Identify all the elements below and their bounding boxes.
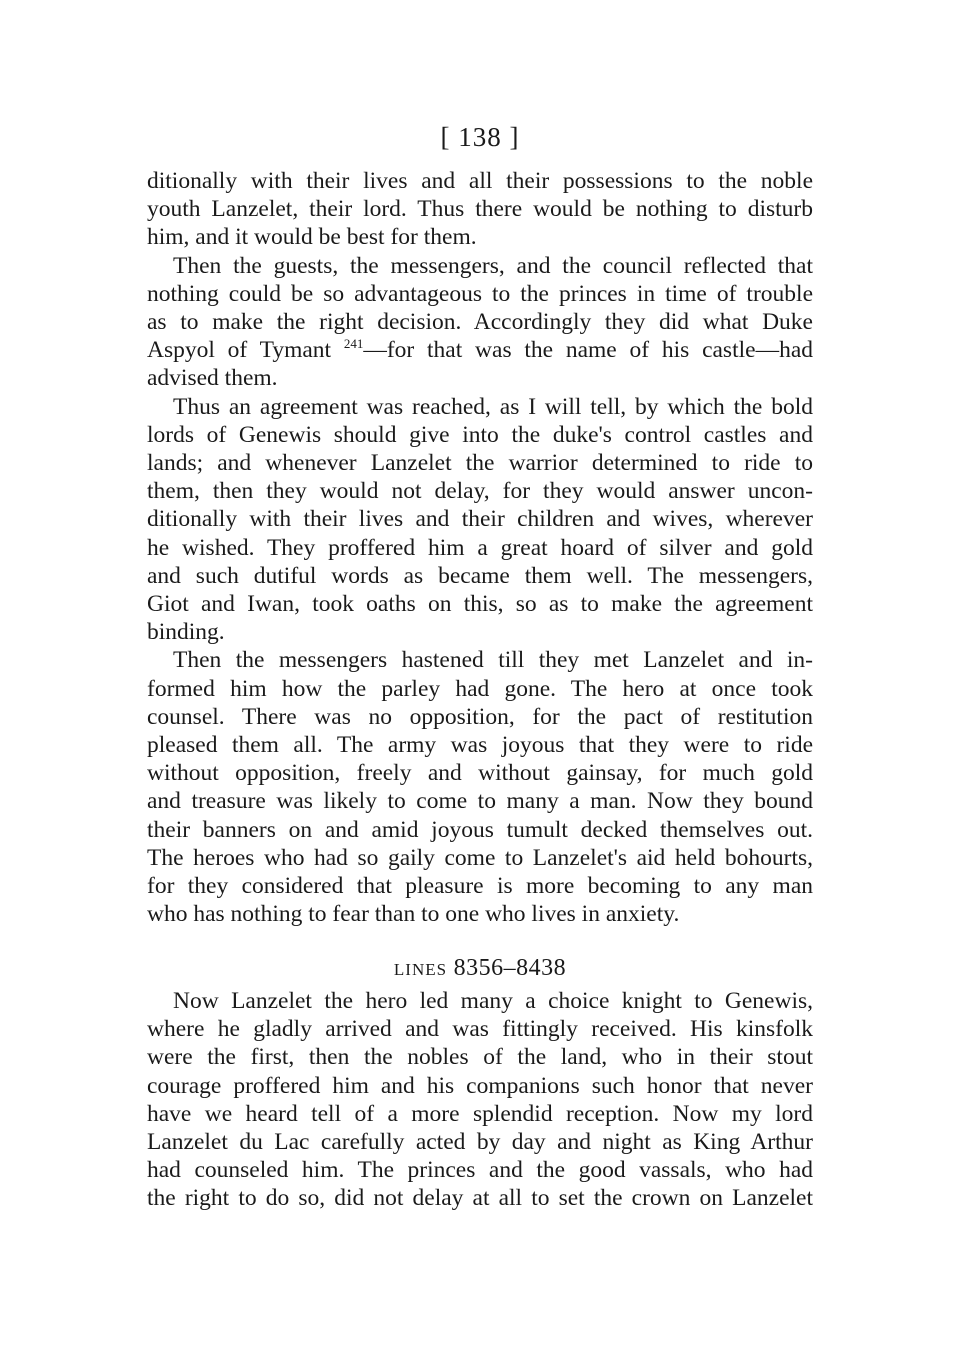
text-line: where he gladly arrived and was fittingly received. His kinsfolk bbox=[147, 1016, 813, 1043]
text-line: lands; and whenever Lanzelet the warrior determined to ride to bbox=[147, 450, 813, 477]
text-line: without opposition, freely and without gainsay, for much gold bbox=[147, 760, 813, 787]
text-line-with-footnote bbox=[147, 336, 813, 364]
text-line: formed him how the parley had gone. The hero at once took bbox=[147, 675, 813, 702]
text-line: Then the guests, the messengers, and the council reflected that bbox=[173, 252, 813, 279]
text-line: counsel. There was no opposition, for the pact of restitution bbox=[147, 703, 813, 730]
text-line: and treasure was likely to come to many a man. Now they bound bbox=[147, 788, 813, 815]
text-line: Thus an agreement was reached, as I will tell, by which the bold bbox=[173, 393, 813, 420]
text-line: ditionally with their lives and all their possessions to the noble bbox=[147, 168, 813, 194]
text-line: Now Lanzelet the hero led many a choice knight to Genewis, bbox=[173, 988, 813, 1014]
text-line: Giot and Iwan, took oaths on this, so as to make the agreement bbox=[147, 591, 813, 618]
section-heading bbox=[0, 955, 960, 982]
text-line: he wished. They proffered him a great hoard of silver and gold bbox=[147, 534, 813, 561]
main-text-block bbox=[147, 167, 813, 928]
page-number: [ 138 ] bbox=[440, 122, 520, 152]
text-line: him, and it would be best for them. bbox=[147, 224, 477, 251]
text-line: The heroes who had so gaily come to Lanzelet's aid held bohourts, bbox=[147, 844, 813, 871]
text-line: nothing could be so advantageous to the princes in time of trouble bbox=[147, 280, 813, 307]
section-heading-label: LINES bbox=[393, 960, 448, 979]
text-line: were the first, then the nobles of the land, who in their stout bbox=[147, 1044, 813, 1071]
footnote-reference: 241 bbox=[343, 336, 364, 352]
text-line: youth Lanzelet, their lord. Thus there would be nothing to disturb bbox=[147, 196, 813, 223]
text-line: their banners on and amid joyous tumult decked themselves out. bbox=[147, 816, 813, 843]
text-segment: Aspyol of Tymant bbox=[147, 337, 344, 364]
text-line: the right to do so, did not delay at all to set the crown on Lanzelet bbox=[147, 1185, 813, 1212]
text-line: for they considered that pleasure is more becoming to any man bbox=[147, 873, 813, 900]
text-line: lords of Genewis should give into the duke's control castles and bbox=[147, 421, 813, 448]
text-line: as to make the right decision. Accordingly they did what Duke bbox=[147, 309, 813, 336]
section-text-block bbox=[147, 987, 813, 1213]
text-line: pleased them all. The army was joyous that they were to ride bbox=[147, 732, 813, 759]
text-line: advised them. bbox=[147, 365, 278, 392]
text-line: Lanzelet du Lac carefully acted by day and night as King Arthur bbox=[147, 1129, 813, 1156]
text-line: and such dutiful words as became them well. The messengers, bbox=[147, 562, 813, 589]
text-line: had counseled him. The princes and the good vassals, who had bbox=[147, 1157, 813, 1184]
text-line: binding. bbox=[147, 619, 225, 646]
text-line: courage proffered him and his companions such honor that never bbox=[147, 1072, 813, 1099]
text-line: who has nothing to fear than to one who lives in anxiety. bbox=[147, 901, 680, 928]
text-line: ditionally with their lives and their children and wives, wherever bbox=[147, 506, 813, 533]
text-line: them, then they would not delay, for they would answer uncon- bbox=[147, 478, 813, 505]
section-heading-range: 8356–8438 bbox=[453, 955, 567, 981]
text-line: Then the messengers hastened till they met Lanzelet and in- bbox=[173, 647, 813, 674]
text-line: have we heard tell of a more splendid reception. Now my lord bbox=[147, 1100, 813, 1127]
text-segment: —for that was the name of his castle—had bbox=[363, 337, 814, 364]
